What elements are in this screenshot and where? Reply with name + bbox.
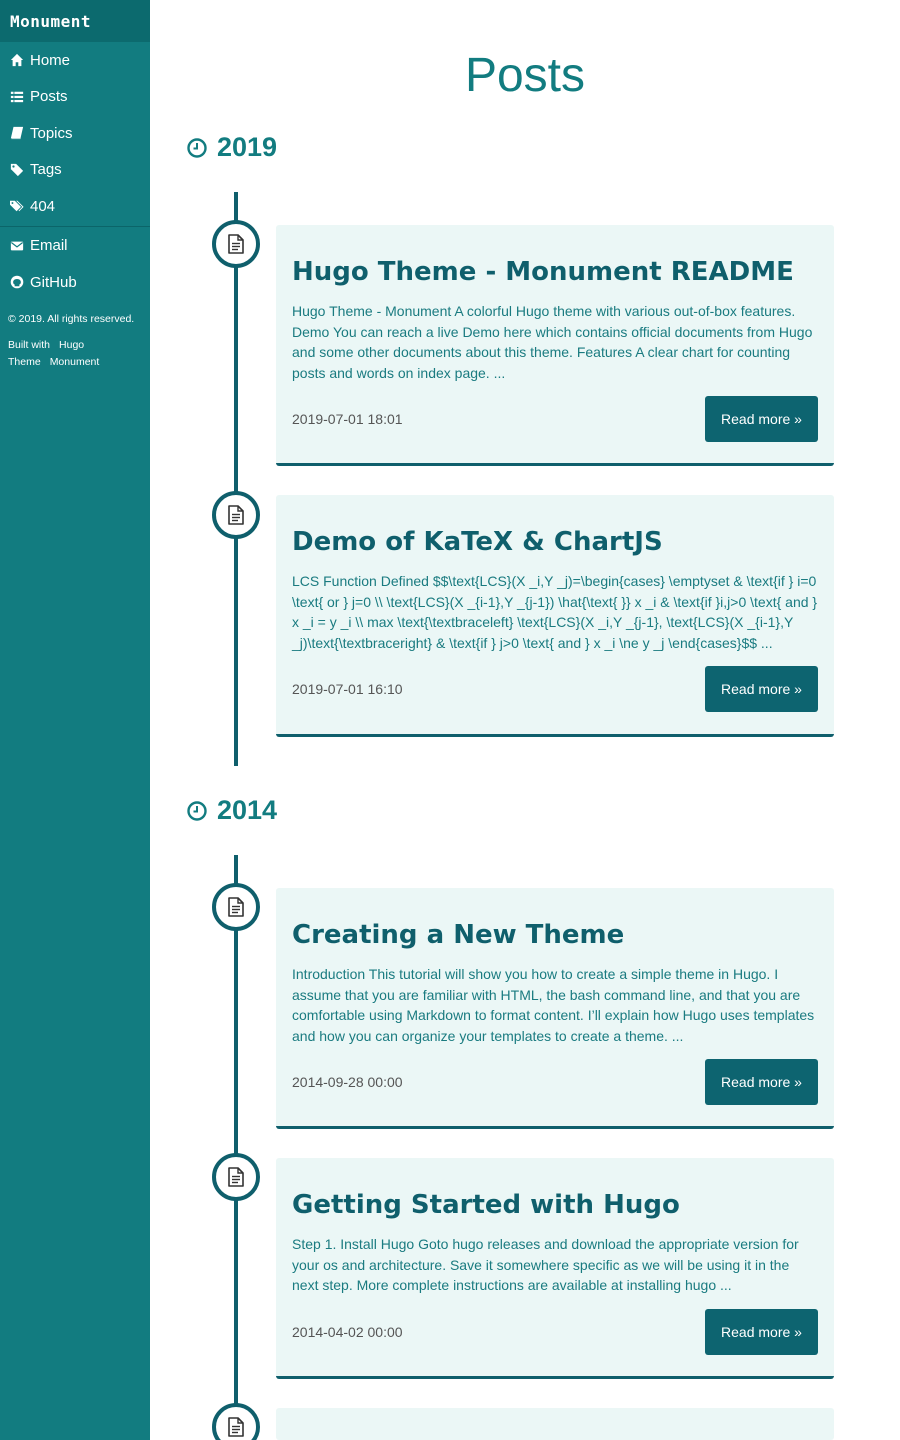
year-heading [186, 132, 277, 163]
post-title[interactable]: Getting Started with Hugo [292, 1190, 680, 1220]
sidebar-divider [0, 226, 150, 227]
document-icon [227, 1417, 245, 1437]
built-with-text: Built with [8, 338, 51, 351]
document-icon [227, 234, 245, 254]
sidebar-item-label: GitHub [30, 273, 77, 291]
hugo-link[interactable]: Hugo [59, 338, 85, 351]
theme-text: Theme [8, 355, 41, 368]
sidebar-links [0, 228, 150, 301]
tags-icon [10, 199, 24, 213]
timeline-line [234, 855, 238, 1440]
clock-icon [186, 800, 208, 822]
sidebar-item-404[interactable] [0, 188, 150, 225]
post-summary: Step 1. Install Hugo Goto hugo releases and download the appropriate version for your os and architecture. Save it somewhere specific as we will be using it in the next step. More complete instructions are available at installing hugo ... [292, 1236, 799, 1293]
post-title[interactable]: Demo of KaTeX & ChartJS [292, 527, 663, 557]
home-icon [10, 53, 24, 67]
post-marker [212, 1403, 260, 1440]
read-more-button[interactable]: Read more » [705, 1059, 818, 1105]
main-content [150, 0, 900, 1440]
post-card [276, 1158, 834, 1379]
sidebar-item-topics[interactable] [0, 115, 150, 152]
read-more-button[interactable]: Read more » [705, 666, 818, 712]
sidebar-item-label: Email [30, 237, 68, 255]
post-footer [292, 1059, 818, 1105]
github-icon [10, 275, 24, 289]
post-card [276, 888, 834, 1129]
year-label: 2019 [217, 132, 278, 162]
read-more-button[interactable]: Read more » [705, 1309, 818, 1355]
site-brand[interactable]: Monument [0, 0, 150, 42]
sidebar-nav [0, 42, 150, 225]
post-footer [292, 396, 818, 442]
post-title[interactable]: Hugo Theme - Monument README [292, 257, 794, 287]
post-marker [212, 1153, 260, 1201]
sidebar-item-label: Home [30, 51, 71, 69]
post-card-partial [276, 1408, 834, 1440]
sidebar-item-email[interactable] [0, 228, 150, 265]
post-title[interactable]: Creating a New Theme [292, 920, 625, 950]
sidebar-item-label: Topics [30, 124, 73, 142]
post-date: 2019-07-01 16:10 [292, 681, 403, 697]
post-summary: LCS Function Defined $$\text{LCS}(X _i,Y _j)=\begin{cases} \emptyset & \text{if } i=0 \text{ or } j=0 \\ \text{LCS}(X _{i-1},Y _{j-1}) \hat{\text{ }} x _i & \text{if }i,j>0 \text{ and } x _i = y _i \\ max \text{\textbraceleft} \text{LCS}(X _i,Y _{j-1}, \text{LCS}(X _{i-1},Y _j)\text{\textbraceright} & \text{if } j>0 \text{ and } x _i \ne y _j \end{cases}$$ ... [292, 573, 818, 651]
post-date: 2019-07-01 18:01 [292, 411, 403, 427]
timeline-line [234, 192, 238, 766]
sidebar-item-label: 404 [30, 197, 56, 215]
sidebar-item-label: Tags [30, 161, 62, 179]
sidebar-item-label: Posts [30, 88, 68, 106]
sidebar-item-posts[interactable] [0, 79, 150, 116]
document-icon [227, 897, 245, 917]
post-card [276, 495, 834, 737]
document-icon [227, 505, 245, 525]
document-icon [227, 1167, 245, 1187]
sidebar-item-home[interactable] [0, 42, 150, 79]
post-marker [212, 883, 260, 931]
post-date: 2014-04-02 00:00 [292, 1323, 403, 1340]
post-marker [212, 491, 260, 539]
sidebar-item-github[interactable] [0, 264, 150, 301]
tag-icon [10, 163, 24, 177]
sidebar-item-tags[interactable] [0, 152, 150, 189]
copyright-text: © 2019. All rights reserved. [8, 312, 135, 325]
post-footer [292, 1309, 818, 1355]
post-footer [292, 666, 818, 712]
book-icon [10, 126, 24, 140]
built-with-credit [0, 325, 150, 371]
post-card [276, 225, 834, 466]
year-label: 2014 [217, 795, 278, 825]
monument-link[interactable]: Monument [49, 355, 100, 368]
sidebar [0, 0, 150, 1440]
post-summary: Introduction This tutorial will show you how to create a simple theme in Hugo. I assume that you are familiar with HTML, the bash command line, and that you are comfortable using Markdown to format content. I’ll explain how Hugo uses templates and how you can organize your templates to create a theme. ... [292, 966, 815, 1044]
post-date: 2014-09-28 00:00 [292, 1074, 403, 1090]
clock-icon [186, 137, 208, 159]
page-title: Posts [464, 49, 586, 102]
read-more-button[interactable]: Read more » [705, 396, 818, 442]
post-marker [212, 220, 260, 268]
list-icon [10, 90, 24, 104]
envelope-icon [10, 239, 24, 253]
post-summary: Hugo Theme - Monument A colorful Hugo theme with various out-of-box features. Demo You can reach a live Demo here which contains official documents from Hugo and some other documents about this theme. Features A clear chart for counting posts and words on index page. ... [292, 303, 813, 381]
year-heading [186, 795, 277, 826]
